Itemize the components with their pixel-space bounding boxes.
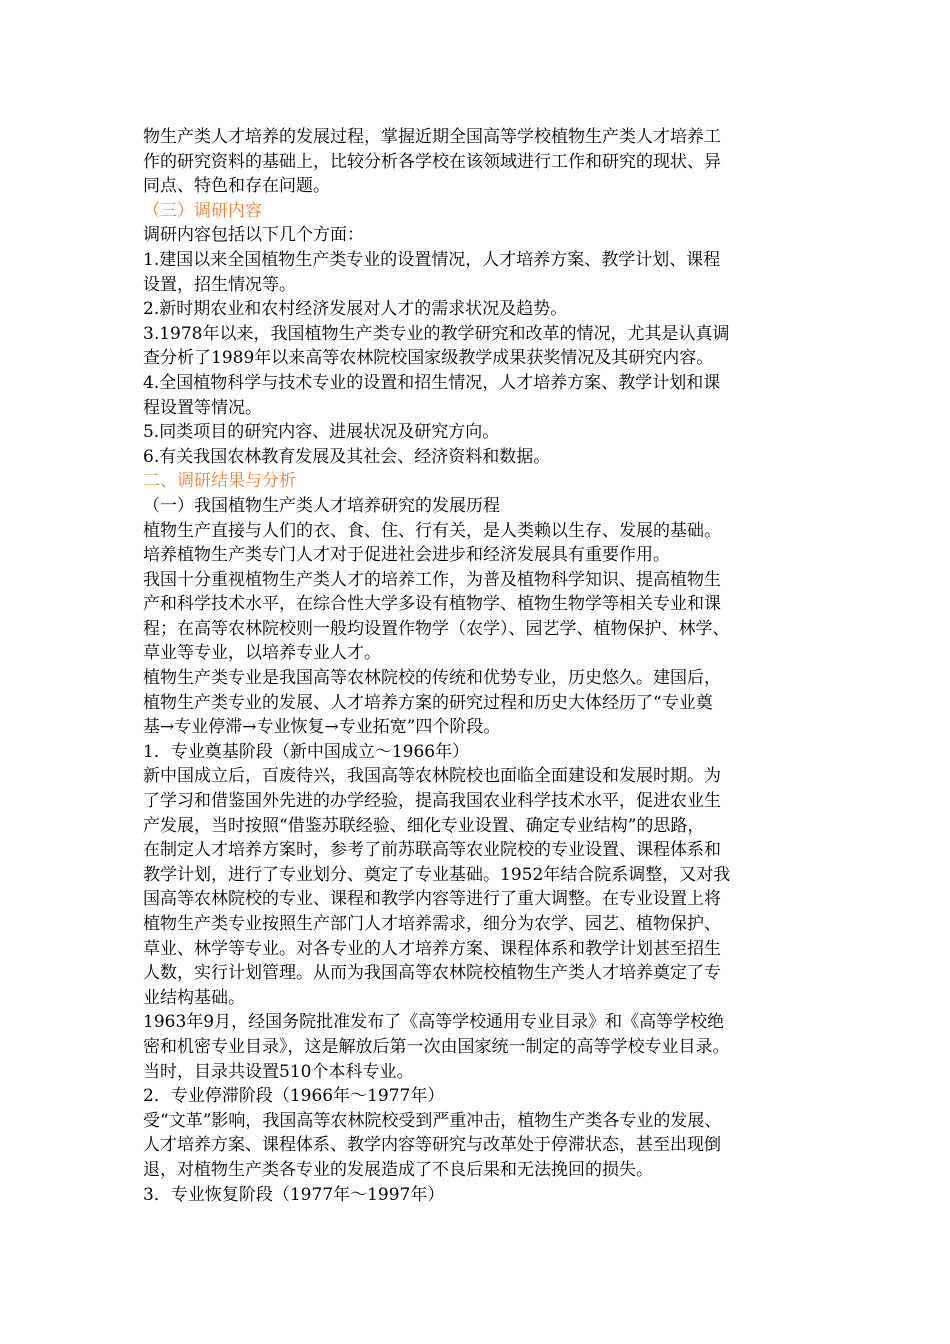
text-line: 草业等专业，以培养专业人才。 xyxy=(143,643,381,664)
text-line: 程设置等情况。 xyxy=(143,397,262,418)
text-line: 受“文革”影响，我国高等农林院校受到严重冲击，植物生产类各专业的发展、 xyxy=(143,1110,722,1131)
text-line: 调研内容包括以下几个方面： xyxy=(143,225,364,246)
text-line: 程；在高等农林院校则一般均设置作物学（农学）、园艺学、植物保护、林学、 xyxy=(143,618,730,639)
text-line: 3.1978年以来，我国植物生产类专业的教学研究和改革的情况，尤其是认真调 xyxy=(143,323,730,344)
text-line: 1.建国以来全国植物生产类专业的设置情况，人才培养方案、教学计划、课程 xyxy=(143,249,721,270)
text-line: 设置，招生情况等。 xyxy=(143,274,296,295)
text-line: 产发展，当时按照“借鉴苏联经验、细化专业设置、确定专业结构”的思路， xyxy=(143,815,705,836)
stage-heading: 1．专业奠基阶段（新中国成立～1966年） xyxy=(143,741,470,762)
text-line: 植物生产类专业按照生产部门人才培养需求，细分为农学、园艺、植物保护、 xyxy=(143,914,721,934)
text-line: 新中国成立后，百废待兴，我国高等农林院校也面临全面建设和发展时期。为 xyxy=(143,766,721,787)
text-line: 植物生产类专业的发展、人才培养方案的研究过程和历史大体经历了“专业奠 xyxy=(143,692,713,713)
text-line: 在制定人才培养方案时，参考了前苏联高等农业院校的专业设置、课程体系和 xyxy=(143,840,721,861)
text-line: 5.同类项目的研究内容、进展状况及研究方向。 xyxy=(143,422,500,443)
text-line: 1963年9月，经国务院批准发布了《高等学校通用专业目录》和《高等学校绝 xyxy=(143,1012,725,1033)
subsection-heading: （一）我国植物生产类人才培养研究的发展历程 xyxy=(143,495,500,516)
text-line: 业结构基础。 xyxy=(143,987,245,1008)
text-line: 退，对植物生产类各专业的发展造成了不良后果和无法挽回的损失。 xyxy=(143,1159,653,1180)
text-line: 人数，实行计划管理。从而为我国高等农林院校植物生产类人才培养奠定了专 xyxy=(143,963,721,984)
text-line: 2.新时期农业和农村经济发展对人才的需求状况及趋势。 xyxy=(143,299,568,320)
text-line: 查分析了1989年以来高等农林院校国家级教学成果获奖情况及其研究内容。 xyxy=(143,348,714,369)
text-line: 植物生产直接与人们的衣、食、住、行有关，是人类赖以生存、发展的基础。 xyxy=(143,520,721,541)
text-line: 密和机密专业目录》，这是解放后第一次由国家统一制定的高等学校专业目录。 xyxy=(143,1036,730,1057)
section-heading-results-analysis: 二、调研结果与分析 xyxy=(143,471,296,492)
document-body xyxy=(143,125,823,1207)
text-line: 了学习和借鉴国外先进的办学经验，提高我国农业科学技术水平，促进农业生 xyxy=(143,791,721,812)
text-line: 当时，目录共设置510个本科专业。 xyxy=(143,1061,414,1082)
text-line: 植物生产类专业是我国高等农林院校的传统和优势专业，历史悠久。建国后， xyxy=(143,668,721,689)
text-line: 4.全国植物科学与技术专业的设置和招生情况，人才培养方案、教学计划和课 xyxy=(143,372,721,393)
text-line: 培养植物生产类专门人才对于促进社会进步和经济发展具有重要作用。 xyxy=(143,545,670,566)
text-line: 我国十分重视植物生产类人才的培养工作，为普及植物科学知识、提高植物生 xyxy=(143,569,721,590)
text-line: 基→专业停滞→专业恢复→专业拓宽”四个阶段。 xyxy=(143,717,501,738)
text-line: 作的研究资料的基础上，比较分析各学校在该领域进行工作和研究的现状、异 xyxy=(143,151,721,172)
text-line: 物生产类人才培养的发展过程，掌握近期全国高等学校植物生产类人才培养工 xyxy=(143,127,721,147)
text-line: 草业、林学等专业。对各专业的人才培养方案、课程体系和教学计划甚至招生 xyxy=(143,938,721,959)
section-heading-research-content: （三）调研内容 xyxy=(143,200,262,221)
text-line: 产和科学技术水平，在综合性大学多设有植物学、植物生物学等相关专业和课 xyxy=(143,594,721,615)
stage-heading: 2．专业停滞阶段（1966年～1977年） xyxy=(143,1086,445,1107)
stage-heading: 3．专业恢复阶段（1977年～1997年） xyxy=(143,1184,445,1205)
text-line: 6.有关我国农林教育发展及其社会、经济资料和数据。 xyxy=(143,446,551,467)
text-line: 教学计划，进行了专业划分、奠定了专业基础。1952年结合院系调整，又对我 xyxy=(143,864,731,885)
text-line: 人才培养方案、课程体系、教学内容等研究与改革处于停滞状态，甚至出现倒 xyxy=(143,1135,721,1156)
text-line: 国高等农林院校的专业、课程和教学内容等进行了重大调整。在专业设置上将 xyxy=(143,889,721,910)
text-line: 同点、特色和存在问题。 xyxy=(143,176,330,197)
